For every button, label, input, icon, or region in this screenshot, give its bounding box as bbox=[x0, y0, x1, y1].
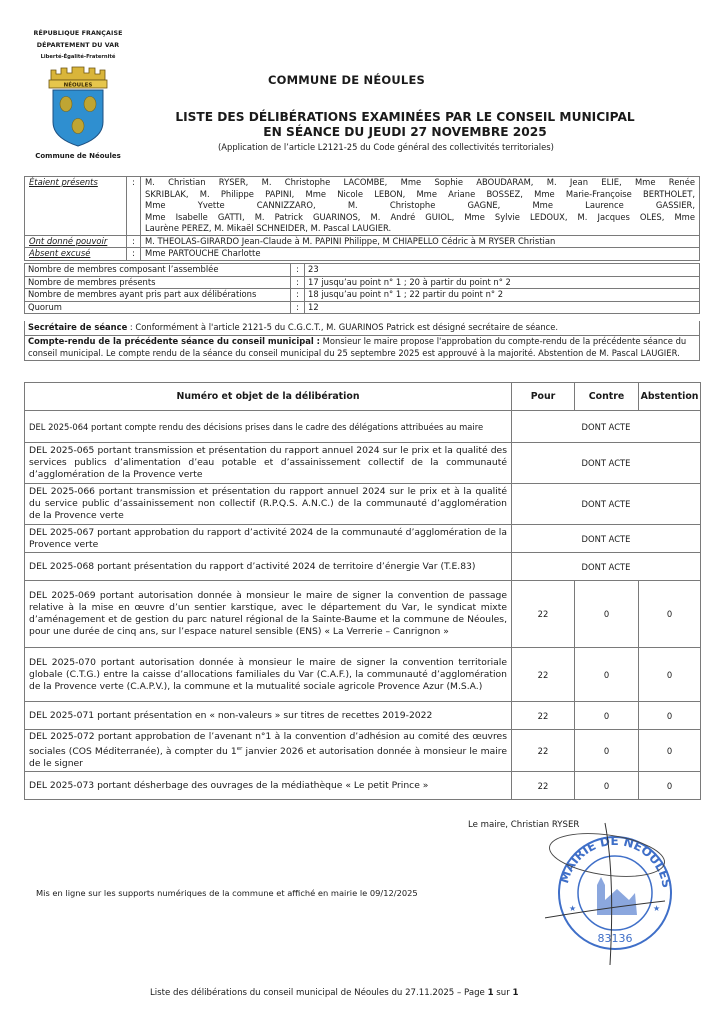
document-title bbox=[125, 110, 685, 140]
page-footer: Liste des délibérations du conseil municipal de Néoules du 27.11.2025 – Page 1 sur 1 bbox=[150, 988, 519, 998]
vote-abstention: 0 bbox=[639, 581, 701, 648]
count-row: Nombre de membres présents : 17 jusqu’au point n° 1 ; 20 à partir du point n° 2 bbox=[25, 276, 700, 289]
colon: : bbox=[127, 248, 141, 261]
table-row: DEL 2025-070 portant autorisation donnée à monsieur le maire de signer la convention territoriale globale (C.T.G.) entre la caisse d’allocations familiales du Var (C.A.F.), la communauté d’agglomération de la Provence verte (C.A.P.V.), la commune et la mutualité sociale agricole Provence Azur (M.S.A.) 22 0 0 bbox=[25, 648, 701, 702]
vote-abstention: 0 bbox=[639, 730, 701, 772]
deliberations-table bbox=[24, 382, 701, 800]
svg-text:★: ★ bbox=[653, 904, 661, 913]
publication-notice: Mis en ligne sur les supports numériques de la commune et affiché en mairie le 09/12/2025 bbox=[36, 888, 418, 898]
page-total: 1 bbox=[512, 988, 519, 998]
present-value: M. Christian RYSER, M. Christophe LACOMBE, Mme Sophie ABOUDARAM, M. Jean ELIE, Mme Renée SKRIBLAK, M. Philippe PAPINI, Mme Nicole LEBON, Mme Ariane BOSSEZ, Mme Marie-Françoise BERTHOLET, Mme Yvette CANNIZZARO, M. Christophe GAGNE, Mme Laurence GASSIER, Mme Isabelle GATTI, M. Patrick GUARINOS, M. André GUIOL, Mme Sylvie LEDOUX, M. Jacques OLES, Mme Laurène PEREZ, M. Mikaël SCHNEIDER, M. Pascal LAUGIER. bbox=[141, 177, 700, 236]
vote-abstention: 0 bbox=[639, 648, 701, 702]
department-label: DÉPARTEMENT DU VAR bbox=[36, 42, 120, 49]
count-row: Nombre de membres composant l’assemblée : 23 bbox=[25, 264, 700, 277]
vote-contre: 0 bbox=[575, 648, 639, 702]
vote-abstention: 0 bbox=[639, 702, 701, 730]
vote-pour: 22 bbox=[512, 581, 575, 648]
table-row: DEL 2025-064 portant compte rendu des décisions prises dans le cadre des délégations attribuées au maire DONT ACTE bbox=[25, 411, 701, 443]
table-row: DEL 2025-067 portant approbation du rapport d’activité 2024 de la communauté d’agglomération de la Provence verte DONT ACTE bbox=[25, 525, 701, 553]
colon: : bbox=[127, 177, 141, 236]
table-row: DEL 2025-071 portant présentation en « non-valeurs » sur titres de recettes 2019-2022 22 0 0 bbox=[25, 702, 701, 730]
present-label: Étaient présents bbox=[25, 177, 127, 236]
official-stamp-icon bbox=[545, 815, 685, 965]
stamp-code: 83136 bbox=[597, 932, 633, 945]
table-row: DEL 2025-072 portant approbation de l’avenant n°1 à la convention d’adhésion au comité des œuvres sociales (COS Méditerranée), à compter du 1er janvier 2026 et autorisation donnée à monsieur le maire de le signer 22 0 0 bbox=[25, 730, 701, 772]
motto-label: Liberté-Égalité-Fraternité bbox=[40, 54, 116, 60]
result-dont-acte: DONT ACTE bbox=[512, 411, 701, 443]
column-header-object: Numéro et objet de la délibération bbox=[25, 383, 512, 411]
result-dont-acte: DONT ACTE bbox=[512, 525, 701, 553]
vote-pour: 22 bbox=[512, 648, 575, 702]
vote-pour: 22 bbox=[512, 702, 575, 730]
previous-minutes-label: Compte-rendu de la précédente séance du conseil municipal : bbox=[28, 336, 320, 346]
header-left-block bbox=[22, 28, 134, 160]
previous-minutes-text: Monsieur le maire propose l'approbation du compte-rendu de la précédente séance du conseil municipal. Le compte rendu de la séance du conseil municipal du 25 septembre 2025 est approuvé à la majorité. Abstention de M. Pascal LAUGIER. bbox=[28, 336, 687, 358]
result-dont-acte: DONT ACTE bbox=[512, 443, 701, 484]
secretary-label: Secrétaire de séance bbox=[28, 322, 128, 332]
vote-pour: 22 bbox=[512, 730, 575, 772]
present-row bbox=[25, 177, 700, 236]
table-row: DEL 2025-069 portant autorisation donnée à monsieur le maire de signer la convention de passage relative à la mise en œuvre d’un sentier karstique, avec le département du Var, le syndicat mixte d’aménagement et de gestion du parc naturel régional de la Sainte-Baume et la commune de Néoules, pour une durée de cinq ans, sur l’espace naturel sensible (ENS) « La Verrerie – Canrignon » 22 0 0 bbox=[25, 581, 701, 648]
absent-row bbox=[25, 248, 700, 261]
table-header-row bbox=[25, 383, 701, 411]
vote-abstention: 0 bbox=[639, 772, 701, 800]
vote-contre: 0 bbox=[575, 772, 639, 800]
proxy-label: Ont donné pouvoir bbox=[25, 235, 127, 248]
result-dont-acte: DONT ACTE bbox=[512, 484, 701, 525]
member-counts-table bbox=[24, 263, 700, 314]
result-dont-acte: DONT ACTE bbox=[512, 553, 701, 581]
svg-text:NÉOULES: NÉOULES bbox=[63, 82, 93, 89]
page-title: COMMUNE DE NÉOULES bbox=[268, 73, 425, 87]
proxy-row bbox=[25, 235, 700, 248]
vote-contre: 0 bbox=[575, 702, 639, 730]
table-row: DEL 2025-073 portant désherbage des ouvrages de la médiathèque « Le petit Prince » 22 0 0 bbox=[25, 772, 701, 800]
table-row: DEL 2025-065 portant transmission et présentation du rapport annuel 2024 sur le prix et la qualité des services publics d’alimentation d’eau potable et d’assainissement collectif de la communauté d’agglomération de la Provence verte DONT ACTE bbox=[25, 443, 701, 484]
republic-label: RÉPUBLIQUE FRANÇAISE bbox=[33, 30, 123, 37]
column-header-abstention: Abstention bbox=[639, 383, 701, 411]
svg-text:★: ★ bbox=[569, 904, 577, 913]
coat-of-arms-icon bbox=[45, 66, 111, 148]
absent-value: Mme PARTOUCHE Charlotte bbox=[141, 248, 700, 261]
mayor-signature-label: Le maire, Christian RYSER bbox=[468, 820, 580, 830]
previous-minutes-paragraph bbox=[24, 335, 700, 361]
table-row: DEL 2025-066 portant transmission et présentation du rapport annuel 2024 sur le prix et à la qualité du service public d’assainissement non collectif (R.P.Q.S. A.N.C.) de la communauté d’agglomération de la Provence verte DONT ACTE bbox=[25, 484, 701, 525]
absent-label: Absent excusé bbox=[25, 248, 127, 261]
document-subtitle: (Application de l’article L2121-25 du Code général des collectivités territoriales) bbox=[218, 142, 554, 152]
vote-contre: 0 bbox=[575, 730, 639, 772]
count-row: Nombre de membres ayant pris part aux délibérations : 18 jusqu’au point n° 1 ; 22 partir du point n° 2 bbox=[25, 289, 700, 302]
column-header-contre: Contre bbox=[575, 383, 639, 411]
secretary-text: : Conformément à l'article 2121-5 du C.G.C.T., M. GUARINOS Patrick est désigné secrétaire de séance. bbox=[127, 322, 559, 332]
vote-pour: 22 bbox=[512, 772, 575, 800]
colon: : bbox=[127, 235, 141, 248]
page-number: 1 bbox=[487, 988, 494, 998]
document-title-line-1: LISTE DES DÉLIBÉRATIONS EXAMINÉES PAR LE CONSEIL MUNICIPAL bbox=[175, 110, 635, 124]
count-row: Quorum : 12 bbox=[25, 301, 700, 314]
proxy-value: M. THEOLAS-GIRARDO Jean-Claude à M. PAPINI Philippe, M CHIAPELLO Cédric à M RYSER Christian bbox=[141, 235, 700, 248]
table-row: DEL 2025-068 portant présentation du rapport d’activité 2024 de territoire d’énergie Var (T.E.83) DONT ACTE bbox=[25, 553, 701, 581]
secretary-paragraph bbox=[24, 321, 700, 336]
commune-label: Commune de Néoules bbox=[35, 152, 121, 160]
vote-contre: 0 bbox=[575, 581, 639, 648]
document-title-line-2: EN SÉANCE DU JEUDI 27 NOVEMBRE 2025 bbox=[263, 125, 547, 139]
column-header-pour: Pour bbox=[512, 383, 575, 411]
attendance-table bbox=[24, 176, 700, 261]
svg-text:MAIRIE DE NEOULES: MAIRIE DE NEOULES bbox=[557, 833, 674, 889]
